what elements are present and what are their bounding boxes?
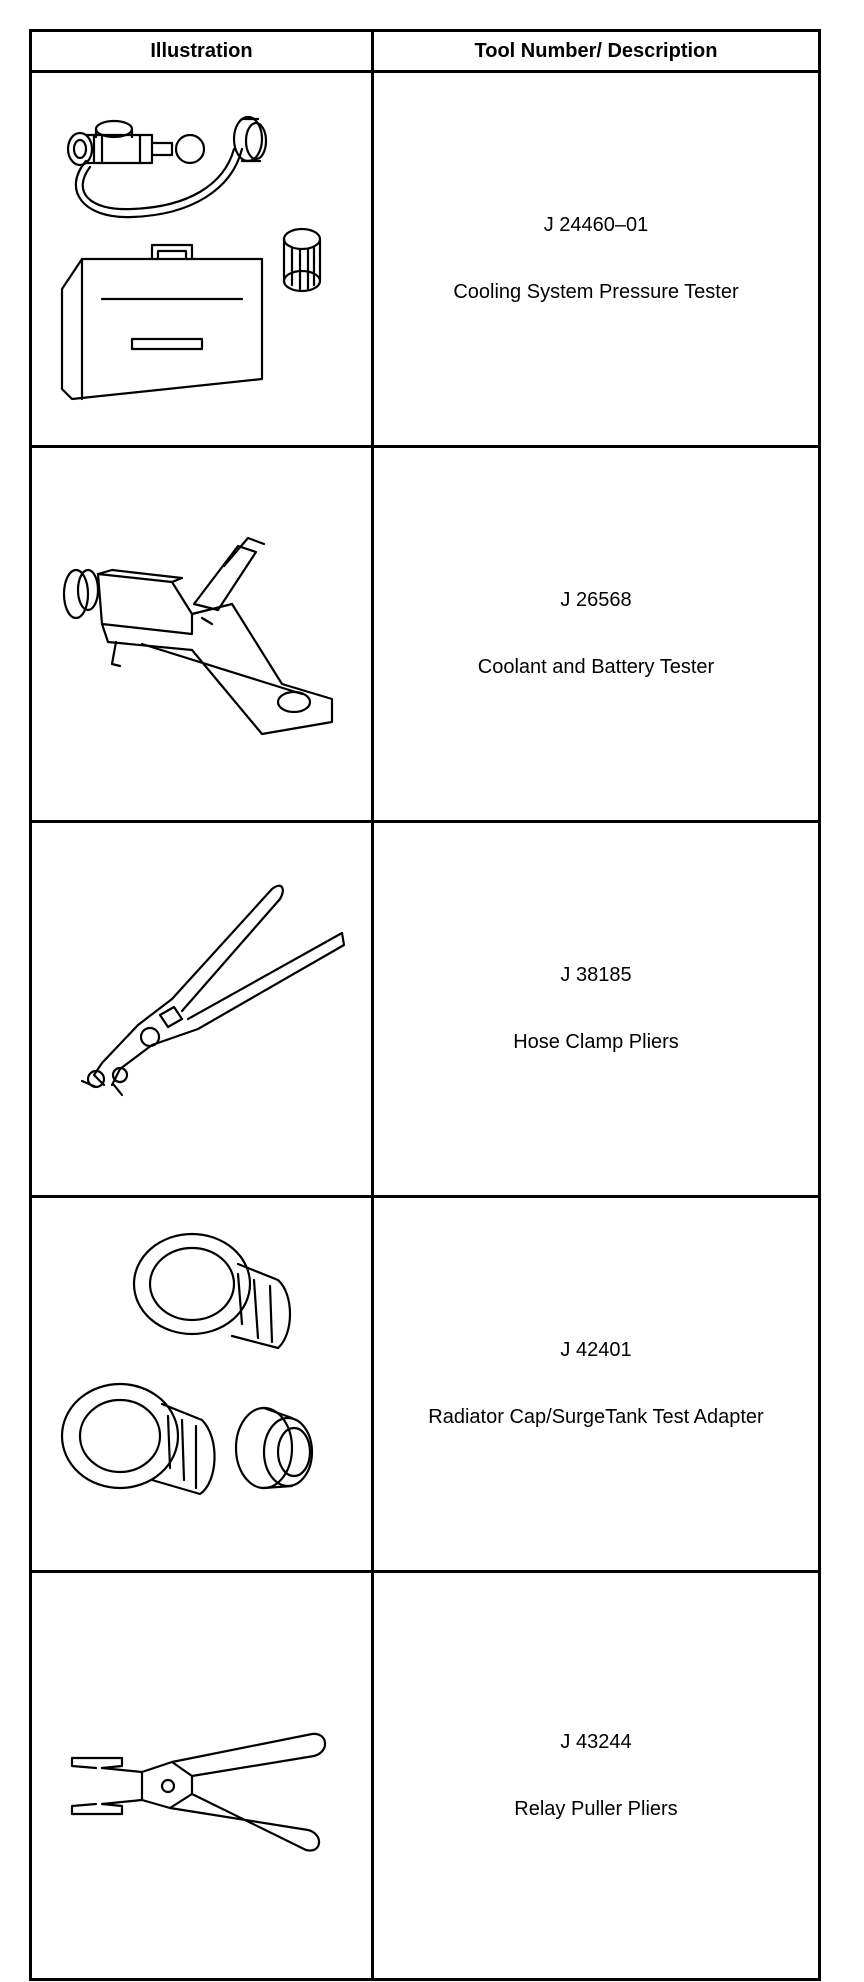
tool-table bbox=[29, 29, 821, 1981]
tool-description: Radiator Cap/SurgeTank Test Adapter bbox=[428, 1406, 764, 1428]
description-cell bbox=[373, 1572, 820, 1980]
header-illustration: Illustration bbox=[31, 31, 373, 72]
description-cell bbox=[373, 447, 820, 822]
illustration-cell bbox=[31, 72, 373, 447]
tool-description: Hose Clamp Pliers bbox=[513, 1031, 679, 1053]
illustration-cell bbox=[31, 1197, 373, 1572]
cap-adapter-icon bbox=[42, 1224, 362, 1544]
illustration-cell bbox=[31, 822, 373, 1197]
tool-number: J 43244 bbox=[560, 1730, 632, 1753]
table-row bbox=[31, 822, 820, 1197]
tool-number: J 38185 bbox=[560, 964, 632, 986]
tool-number: J 42401 bbox=[560, 1339, 632, 1361]
description-cell bbox=[373, 1197, 820, 1572]
tool-number: J 24460–01 bbox=[543, 214, 649, 236]
illustration-cell bbox=[31, 447, 373, 822]
table-row bbox=[31, 1197, 820, 1572]
header-row bbox=[31, 31, 820, 72]
tool-description: Cooling System Pressure Tester bbox=[453, 281, 739, 303]
illustration-cell bbox=[31, 1572, 373, 1980]
refractometer-icon bbox=[42, 474, 362, 794]
description-cell bbox=[373, 822, 820, 1197]
hose-clamp-pliers-icon bbox=[42, 849, 362, 1169]
header-tool-description: Tool Number/ Description bbox=[373, 31, 820, 72]
pressure-tester-icon bbox=[42, 99, 362, 419]
tool-number: J 26568 bbox=[560, 589, 632, 611]
description-cell bbox=[373, 72, 820, 447]
tool-description: Coolant and Battery Tester bbox=[477, 656, 715, 678]
relay-puller-icon bbox=[42, 1616, 362, 1936]
tool-description: Relay Puller Pliers bbox=[514, 1797, 678, 1820]
table-row bbox=[31, 72, 820, 447]
table-row bbox=[31, 1572, 820, 1980]
table-row bbox=[31, 447, 820, 822]
